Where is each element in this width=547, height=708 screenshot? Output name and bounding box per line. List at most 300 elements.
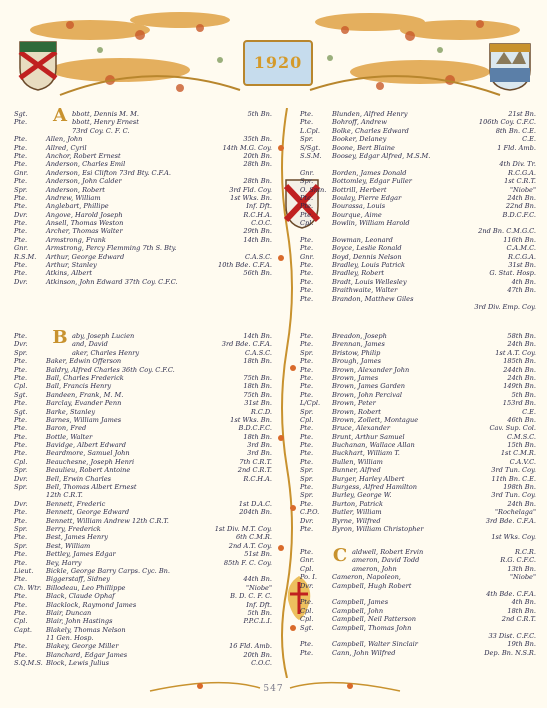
entry-rank: Spr.: [300, 135, 314, 144]
entry-unit: 2nd Bn. C.M.G.C.: [478, 227, 536, 236]
roll-entry: [14, 152, 272, 160]
entry-rank: Pte.: [14, 373, 28, 382]
entry-rank: Pte.: [300, 548, 314, 556]
entry-rank: Pte.: [300, 340, 314, 349]
entry-name: Blakely, Thomas Nelson: [46, 625, 126, 634]
entry-name: Braithwaite, Walter: [332, 286, 398, 295]
entry-name: Barnes, William James: [46, 415, 122, 424]
roll-entry: [14, 408, 272, 416]
entry-name: Burton, Patrick: [332, 499, 383, 508]
entry-rank: Spr.: [14, 483, 28, 492]
entry-unit: 33 Dist. C.F.C.: [488, 631, 536, 640]
entry-unit: 75th Bn.: [243, 390, 272, 399]
roll-entry: [14, 357, 272, 365]
entry-rank: Spr.: [300, 474, 314, 483]
entry-name: Baker, Edwin Offerson: [46, 357, 122, 366]
entry-rank: Spr.: [300, 177, 314, 186]
entry-name: Bennett, Frederic: [46, 499, 106, 508]
roll-entry: [14, 399, 272, 407]
left-crest-icon: [16, 38, 60, 92]
entry-rank: Cpl.: [300, 564, 314, 573]
entry-unit: 24th Bn.: [507, 499, 536, 508]
entry-unit: 24th Bn.: [507, 340, 536, 349]
entry-name: Booker, Delaney: [332, 135, 387, 144]
roll-entry: [14, 475, 272, 483]
entry-rank: Pte.: [14, 600, 28, 609]
entry-name: Anglebart, Phillipe: [46, 202, 109, 211]
roll-entry: [300, 632, 536, 640]
entry-name: Cann, John Wilfred: [332, 648, 396, 657]
entry-unit: C.A.S.C.: [244, 348, 272, 357]
entry-rank: L/Cpl.: [300, 399, 321, 408]
entry-rank: Spr.: [14, 185, 28, 194]
entry-name: Baldry, Alfred Charles 36th Coy. C.F.C.: [46, 365, 175, 374]
roll-entry: [14, 525, 272, 533]
entry-name: Burley, George W.: [332, 491, 392, 500]
entry-rank: Dvr.: [300, 581, 314, 590]
roll-entry: [14, 177, 272, 185]
entry-name: Brown, James: [332, 373, 379, 382]
entry-name: Arthur, Stanley: [46, 261, 97, 270]
entry-name: Bavidge, Albert Edward: [46, 441, 127, 450]
roll-entry: [300, 357, 536, 365]
entry-unit: R.C.G.A.: [508, 252, 536, 261]
entry-rank: Gnr.: [300, 556, 315, 565]
entry-name: Campbell, Neil Patterson: [332, 615, 416, 624]
name-block: [14, 332, 272, 668]
entry-rank: Pte.: [14, 650, 28, 659]
roll-entry: [300, 366, 536, 374]
entry-rank: Capt.: [14, 625, 32, 634]
entry-unit: 3rd Bn.: [247, 449, 272, 458]
entry-unit: 56th Bn.: [243, 269, 272, 278]
entry-name: Ball, Francis Henry: [46, 382, 112, 391]
roll-entry: [14, 169, 272, 177]
entry-unit: 29th Bn.: [243, 227, 272, 236]
entry-name: Berry, Frederick: [46, 524, 101, 533]
entry-name: Bullen, William: [332, 457, 383, 466]
roll-entry: [300, 573, 536, 581]
entry-rank: Pte.: [14, 516, 28, 525]
roll-entry: [14, 382, 272, 390]
entry-name: Anderson, Robert: [46, 185, 105, 194]
entry-name: Blunden, Alfred Henry: [332, 110, 408, 118]
entry-unit: 1st A.T. Coy.: [495, 348, 536, 357]
entry-name: Anderson, Esi Clifton 73rd Bty. C.F.A.: [46, 168, 171, 177]
roll-entry: [300, 649, 536, 657]
entry-name: Burgess, Alfred Hamilton: [332, 483, 418, 492]
roll-entry: [300, 607, 536, 615]
entry-name: Atkins, Albert: [46, 269, 93, 278]
roll-entry: [300, 160, 536, 168]
entry-name: Block, Lewis Julius: [46, 659, 110, 668]
entry-rank: Pte.: [300, 373, 314, 382]
roll-entry: [14, 160, 272, 168]
entry-rank: Pte.: [14, 160, 28, 169]
entry-name: Brown, Alexander John: [332, 365, 410, 374]
entry-rank: Pte.: [14, 261, 28, 270]
entry-rank: Spr.: [14, 524, 28, 533]
entry-unit: 85th F. C. Coy.: [223, 558, 272, 567]
entry-unit: 16 Fld. Amb.: [229, 642, 272, 651]
entry-rank: Po. I.: [300, 573, 317, 582]
roll-entry: [14, 202, 272, 210]
roll-entry: [300, 416, 536, 424]
entry-unit: 3rd Tun. Coy.: [491, 466, 536, 475]
entry-unit: P.P.C.L.I.: [243, 617, 272, 626]
entry-unit: 2nd A.T. Coy.: [228, 541, 272, 550]
entry-name: Campbell, Hugh Robert: [332, 581, 412, 590]
entry-unit: 4th Div. Tr.: [499, 160, 536, 169]
entry-name: Brown, Zollett, Montague: [332, 415, 419, 424]
entry-rank: Pte.: [300, 244, 314, 253]
entry-unit: 19th Bn.: [507, 640, 536, 649]
entry-name: Brown, Robert: [332, 407, 381, 416]
entry-rank: Pte.: [300, 277, 314, 286]
roll-entry: [14, 550, 272, 558]
year-panel: 1920: [243, 40, 313, 86]
roll-entry: [14, 601, 272, 609]
entry-unit: "Niobe": [509, 185, 536, 194]
entry-unit: C.E.: [522, 135, 536, 144]
entry-name: Black, Claude Ophaf: [46, 592, 115, 601]
entry-unit: "Niobe": [245, 583, 272, 592]
entry-rank: Pte.: [300, 449, 314, 458]
roll-entry: [14, 466, 272, 474]
entry-rank: Spr.: [14, 466, 28, 475]
roll-entry: [300, 110, 536, 118]
roll-entry: [14, 651, 272, 659]
entry-rank: Cpl.: [300, 415, 314, 424]
entry-rank: Pte.: [300, 441, 314, 450]
entry-unit: 22nd Bn.: [505, 202, 536, 211]
entry-unit: 18th Bn.: [243, 432, 272, 441]
entry-unit: 47th Bn.: [507, 286, 536, 295]
entry-name: Bunner, Alfred: [332, 466, 381, 475]
entry-rank: Dvr.: [14, 277, 28, 286]
entry-rank: Spr.: [300, 348, 314, 357]
entry-rank: Pte.: [14, 143, 28, 152]
roll-entry: [14, 127, 272, 135]
entry-name: Brennan, James: [332, 340, 385, 349]
entry-rank: Pte.: [14, 399, 28, 408]
entry-unit: 51st Bn.: [244, 550, 272, 559]
entry-name: Byrne, Wilfred: [332, 516, 381, 525]
entry-rank: Pte.: [300, 193, 314, 202]
entry-rank: Spr.: [300, 466, 314, 475]
roll-entry: [14, 449, 272, 457]
entry-rank: Gnr.: [14, 168, 29, 177]
roll-entry: [14, 517, 272, 525]
entry-rank: Pte.: [14, 550, 28, 559]
roll-entry: [300, 244, 536, 252]
entry-name: Allen, John: [46, 135, 83, 144]
entry-unit: "Niobe": [509, 573, 536, 582]
entry-rank: Pte.: [300, 210, 314, 219]
entry-unit: C.M.S.C.: [506, 432, 536, 441]
entry-rank: L.Cpl.: [300, 126, 320, 135]
entry-name: Atkinson, John Edward 37th Coy. C.F.C.: [46, 277, 178, 286]
entry-unit: 2nd C.R.T.: [237, 466, 272, 475]
roll-entry: [14, 261, 272, 269]
entry-unit: Cav. Sup. Col.: [489, 424, 536, 433]
roll-entry: [300, 278, 536, 286]
entry-name: Bell, Thomas Albert Ernest: [46, 483, 137, 492]
entry-rank: Pte.: [300, 365, 314, 374]
roll-entry: [300, 177, 536, 185]
roll-entry: [14, 186, 272, 194]
entry-name: Campbell, John: [332, 606, 384, 615]
entry-name: 11 Gen. Hosp.: [46, 634, 94, 643]
roll-entry: [14, 567, 272, 575]
entry-name: Bottle, Walter: [46, 432, 93, 441]
entry-name: Brown, James Garden: [332, 382, 405, 391]
entry-rank: Dvr.: [14, 499, 28, 508]
roll-entry: [300, 399, 536, 407]
name-block: [300, 110, 536, 311]
roll-entry: [14, 219, 272, 227]
entry-unit: 4th Bde. C.F.A.: [486, 589, 536, 598]
entry-rank: Spr.: [14, 348, 28, 357]
roll-entry: [300, 615, 536, 623]
roll-entry: [300, 449, 536, 457]
entry-rank: Pte.: [14, 424, 28, 433]
roll-entry: [300, 408, 536, 416]
roll-entry: [14, 500, 272, 508]
entry-unit: 31st Bn.: [508, 261, 536, 270]
entry-rank: Pte.: [300, 269, 314, 278]
entry-name: Butler, William: [332, 508, 382, 517]
entry-name: Biggerstaff, Sidney: [46, 575, 110, 584]
entry-name: Barclay, Evander Penn: [46, 399, 122, 408]
roll-entry: [300, 533, 536, 541]
entry-name: Brough, James: [332, 357, 381, 366]
entry-unit: 18th Bn.: [243, 357, 272, 366]
entry-name: Beauchesne, Joseph Henri: [46, 457, 135, 466]
roll-entry: [300, 374, 536, 382]
roll-entry: [300, 590, 536, 598]
roll-entry: [300, 295, 536, 303]
entry-name: Campbell, James: [332, 598, 389, 607]
entry-rank: Pte.: [14, 508, 28, 517]
roll-entry: [14, 458, 272, 466]
roll-entry: [14, 609, 272, 617]
entry-name: Blair, John Hastings: [46, 617, 113, 626]
entry-unit: G. Stat. Hosp.: [489, 269, 536, 278]
entry-rank: Pte.: [14, 365, 28, 374]
entry-unit: 3rd Fld. Coy.: [229, 185, 272, 194]
entry-name: Archer, Thomas Walter: [46, 227, 123, 236]
roll-entry: [300, 640, 536, 648]
entry-name: Borden, James Donald: [332, 168, 407, 177]
roll-entry: [14, 659, 272, 667]
entry-unit: C.E.: [522, 407, 536, 416]
entry-unit: 20th Bn.: [243, 151, 272, 160]
entry-name: ameron, David Todd: [352, 556, 420, 565]
entry-rank: Pte.: [14, 642, 28, 651]
entry-unit: 149th Bn.: [503, 382, 536, 391]
entry-name: Blakey, George Miller: [46, 642, 119, 651]
entry-unit: R.C.D.: [250, 407, 272, 416]
entry-name: Angove, Harold Joseph: [46, 210, 123, 219]
entry-rank: Pte.: [14, 177, 28, 186]
entry-rank: Pte.: [14, 575, 28, 584]
entry-unit: 24th Bn.: [507, 193, 536, 202]
roll-entry: [14, 211, 272, 219]
entry-unit: 18th Bn.: [507, 606, 536, 615]
entry-name: Bettley, James Edgar: [46, 550, 116, 559]
roll-entry: [300, 135, 536, 143]
roll-entry: [300, 424, 536, 432]
entry-name: Byron, William Christopher: [332, 524, 424, 533]
entry-unit: 185th Bn.: [503, 357, 536, 366]
entry-rank: Pte.: [300, 202, 314, 211]
roll-entry: [300, 194, 536, 202]
roll-entry: [14, 424, 272, 432]
entry-unit: 75th Bn.: [243, 373, 272, 382]
roll-entry: [300, 227, 536, 235]
entry-unit: 28th Bn.: [243, 160, 272, 169]
entry-rank: Pte.: [300, 261, 314, 270]
entry-rank: S.S.M.: [300, 151, 322, 160]
entry-name: Beardmore, Samuel John: [46, 449, 130, 458]
entry-unit: Dep. Bn. N.S.R.: [484, 648, 536, 657]
roll-entry: [300, 261, 536, 269]
right-crest-icon: [486, 40, 534, 92]
entry-rank: Cpl.: [300, 219, 314, 228]
entry-name: Bey, Harry: [46, 558, 82, 567]
entry-name: Bohroff, Andrew: [332, 118, 387, 127]
entry-rank: Pte.: [14, 608, 28, 617]
entry-unit: 24th Bn.: [507, 373, 536, 382]
entry-rank: Spr.: [14, 541, 28, 550]
entry-rank: Gnr.: [14, 244, 29, 253]
entry-rank: Pte.: [14, 202, 28, 211]
entry-rank: Dvr.: [300, 516, 314, 525]
entry-unit: Inf. Dft.: [246, 600, 272, 609]
entry-unit: 5th Bn.: [247, 608, 272, 617]
entry-unit: B.D.C.F.C.: [502, 210, 536, 219]
roll-entry: [300, 152, 536, 160]
entry-unit: C.A.M.C.: [506, 244, 536, 253]
roll-entry: [300, 303, 536, 311]
entry-name: Bourque, Aime: [332, 210, 382, 219]
roll-entry: [14, 416, 272, 424]
entry-rank: Pte.: [14, 558, 28, 567]
entry-rank: Pte.: [300, 382, 314, 391]
page-number: 547: [263, 684, 284, 694]
roll-entry: [300, 458, 536, 466]
entry-rank: Sgt.: [300, 623, 314, 632]
roll-entry: [14, 508, 272, 516]
entry-rank: Sgt.: [14, 110, 28, 118]
name-block: [14, 110, 272, 286]
roll-entry: [300, 202, 536, 210]
entry-name: Bruce, Alexander: [332, 424, 390, 433]
entry-rank: Pte.: [14, 415, 28, 424]
entry-unit: 3rd Div. Emp. Coy.: [474, 302, 536, 311]
entry-name: Boone, Bert Blaine: [332, 143, 395, 152]
entry-unit: 20th Bn.: [243, 650, 272, 659]
roll-entry: [300, 582, 536, 590]
roll-entry: [300, 475, 536, 483]
entry-unit: 13th Bn.: [507, 564, 536, 573]
roll-entry: [14, 194, 272, 202]
roll-entry: [14, 278, 272, 286]
entry-name: Blanchard, Edgar James: [46, 650, 128, 659]
entry-name: Bristow, Philip: [332, 348, 381, 357]
roll-entry: [300, 382, 536, 390]
entry-unit: R.C.G.A.: [508, 168, 536, 177]
entry-rank: Ch. Wtr.: [14, 583, 42, 592]
entry-unit: 1st Wks. Bn.: [230, 415, 272, 424]
entry-name: Anderson, John Calder: [46, 177, 122, 186]
entry-name: Bottomley, Edgar Fuller: [332, 177, 412, 186]
entry-unit: 31st Bn.: [244, 399, 272, 408]
entry-rank: C.P.O.: [300, 508, 320, 517]
entry-rank: Gnr.: [300, 252, 315, 261]
entry-name: aker, Charles Henry: [72, 348, 140, 357]
entry-rank: Pte.: [300, 118, 314, 127]
entry-name: Blacklock, Raymond James: [46, 600, 137, 609]
initial-letter-b: B: [52, 327, 68, 348]
entry-unit: B.D.C.F.C.: [238, 424, 272, 433]
entry-rank: Pte.: [300, 640, 314, 649]
roll-entry: [300, 211, 536, 219]
entry-unit: 35th Bn.: [243, 135, 272, 144]
roll-entry: [14, 391, 272, 399]
roll-entry: [14, 374, 272, 382]
entry-unit: 4th Bn.: [511, 598, 536, 607]
entry-name: Bennett, William Andrew 12th C.R.T.: [46, 516, 169, 525]
entry-rank: Pte.: [14, 533, 28, 542]
entry-name: 73rd Coy. C. F. C.: [72, 126, 130, 135]
entry-name: Bradley, Robert: [332, 269, 385, 278]
entry-name: Anchor, Robert Ernest: [46, 151, 121, 160]
entry-rank: Pte.: [300, 432, 314, 441]
entry-unit: 14th Bn.: [243, 332, 272, 340]
entry-name: Billodeau, Leo Phillippe: [46, 583, 126, 592]
entry-unit: 1st Wks. Bn.: [230, 193, 272, 202]
roll-entry: [300, 391, 536, 399]
entry-rank: Pte.: [14, 432, 28, 441]
entry-name: Bandeen, Frank, M. M.: [46, 390, 124, 399]
entry-unit: 11th Bn. C.E.: [491, 474, 536, 483]
entry-unit: 3rd Tun. Coy.: [491, 491, 536, 500]
entry-unit: 5th Bn.: [511, 390, 536, 399]
entry-name: Ansell, Thomas Weston: [46, 219, 124, 228]
entry-name: Boyd, Dennis Nelson: [332, 252, 402, 261]
entry-name: bbott, Dennis M. M.: [72, 110, 139, 118]
entry-rank: Pte.: [300, 110, 314, 118]
entry-unit: "Rochelaga": [494, 508, 536, 517]
entry-name: aby, Joseph Lucien: [72, 332, 135, 340]
entry-unit: 198th Bn.: [503, 483, 536, 492]
entry-rank: S.Q.M.S.: [14, 659, 43, 668]
entry-rank: Pte.: [300, 524, 314, 533]
entry-name: Brunt, Arthur Samuel: [332, 432, 405, 441]
entry-name: 12th C.R.T.: [46, 491, 83, 500]
entry-rank: Pte.: [300, 235, 314, 244]
entry-unit: Inf. Dft.: [246, 202, 272, 211]
roll-entry: [14, 575, 272, 583]
entry-name: Beaulieu, Robert Antoine: [46, 466, 131, 475]
entry-unit: 1st C.M.R.: [500, 449, 536, 458]
entry-unit: 14th Bn.: [243, 235, 272, 244]
roll-entry: [300, 127, 536, 135]
entry-unit: R.C.H.A.: [243, 210, 272, 219]
entry-rank: Cpl.: [14, 617, 28, 626]
